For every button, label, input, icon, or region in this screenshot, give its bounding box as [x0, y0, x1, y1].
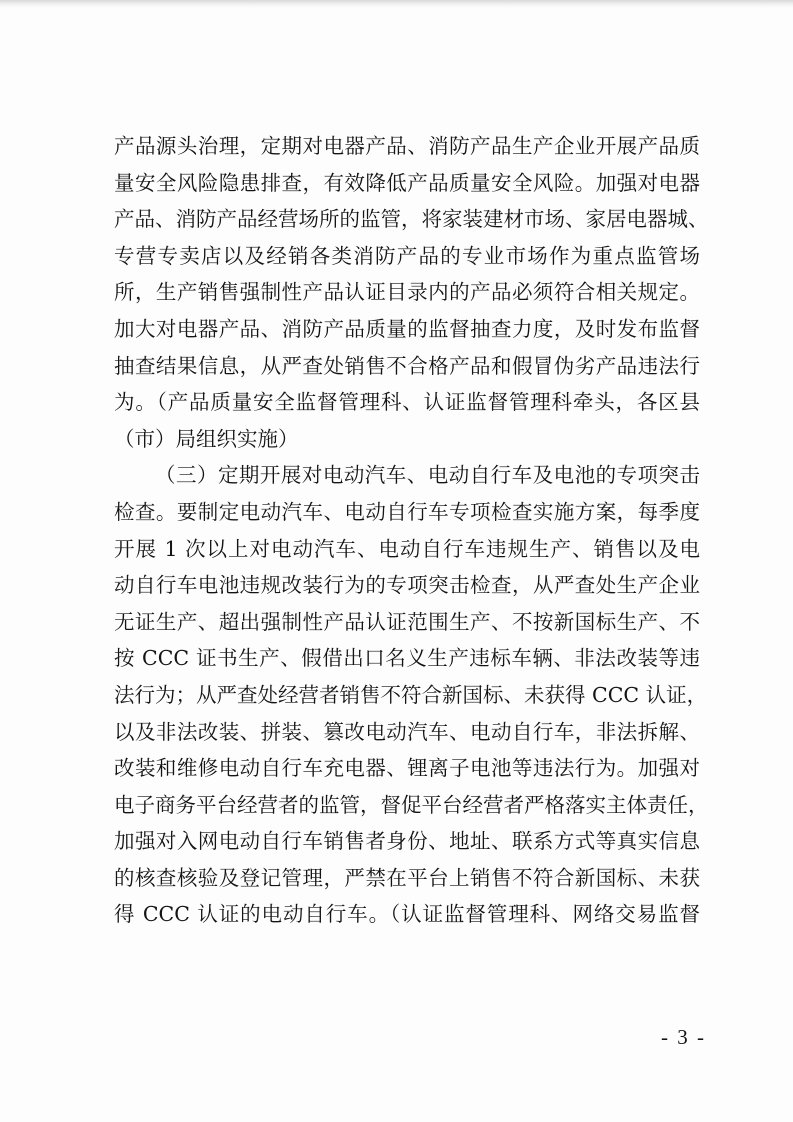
- page-number: - 3 -: [661, 1025, 706, 1049]
- text-line: 得 CCC 认证的电动自行车。（认证监督管理科、网络交易监督: [114, 902, 700, 927]
- text-line: 所，生产销售强制性产品认证目录内的产品必须符合相关规定。: [114, 280, 700, 305]
- text-line: 按 CCC 证书生产、假借出口名义生产违标车辆、非法改装等违: [114, 646, 700, 671]
- text-line: 产品源头治理，定期对电器产品、消防产品生产企业开展产品质: [114, 134, 700, 158]
- text-line: 改装和维修电动自行车充电器、锂离子电池等违法行为。加强对: [114, 756, 700, 781]
- text-line: 法行为；从严查处经营者销售不符合新国标、未获得 CCC 认证，: [114, 682, 708, 707]
- text-line: 加大对电器产品、消防产品质量的监督抽查力度，及时发布监督: [114, 316, 700, 341]
- text-line: 开展 1 次以上对电动汽车、电动自行车违规生产、销售以及电: [114, 536, 700, 561]
- text-line: （市）局组织实施）: [114, 426, 299, 451]
- text-line: 产品、消防产品经营场所的监管，将家装建材市场、家居电器城、: [114, 207, 709, 232]
- body-text: [114, 128, 709, 933]
- text-line: 量安全风险隐患排查，有效降低产品质量安全风险。加强对电器: [114, 170, 700, 195]
- text-line: 以及非法改装、拼装、篡改电动汽车、电动自行车，非法拆解、: [114, 719, 700, 744]
- section-heading-line: （三）定期开展对电动汽车、电动自行车及电池的专项突击: [155, 463, 700, 488]
- text-line: 动自行车电池违规改装行为的专项突击检查，从严查处生产企业: [114, 573, 700, 598]
- text-line: 的核查核验及登记管理，严禁在平台上销售不符合新国标、未获: [114, 865, 700, 890]
- text-line: 抽查结果信息，从严查处销售不合格产品和假冒伪劣产品违法行: [114, 353, 700, 378]
- text-line: 检查。要制定电动汽车、电动自行车专项检查实施方案，每季度: [114, 499, 700, 524]
- scan-edge-shadow: [0, 0, 793, 8]
- text-line: 加强对入网电动自行车销售者身份、地址、联系方式等真实信息: [114, 829, 700, 854]
- text-line: 电子商务平台经营者的监管，督促平台经营者严格落实主体责任，: [114, 792, 709, 817]
- text-line: 专营专卖店以及经销各类消防产品的专业市场作为重点监管场: [114, 243, 700, 268]
- text-line: 为。（产品质量安全监督管理科、认证监督管理科牵头，各区县: [114, 390, 700, 415]
- text-line: 无证生产、超出强制性产品认证范围生产、不按新国标生产、不: [114, 609, 700, 634]
